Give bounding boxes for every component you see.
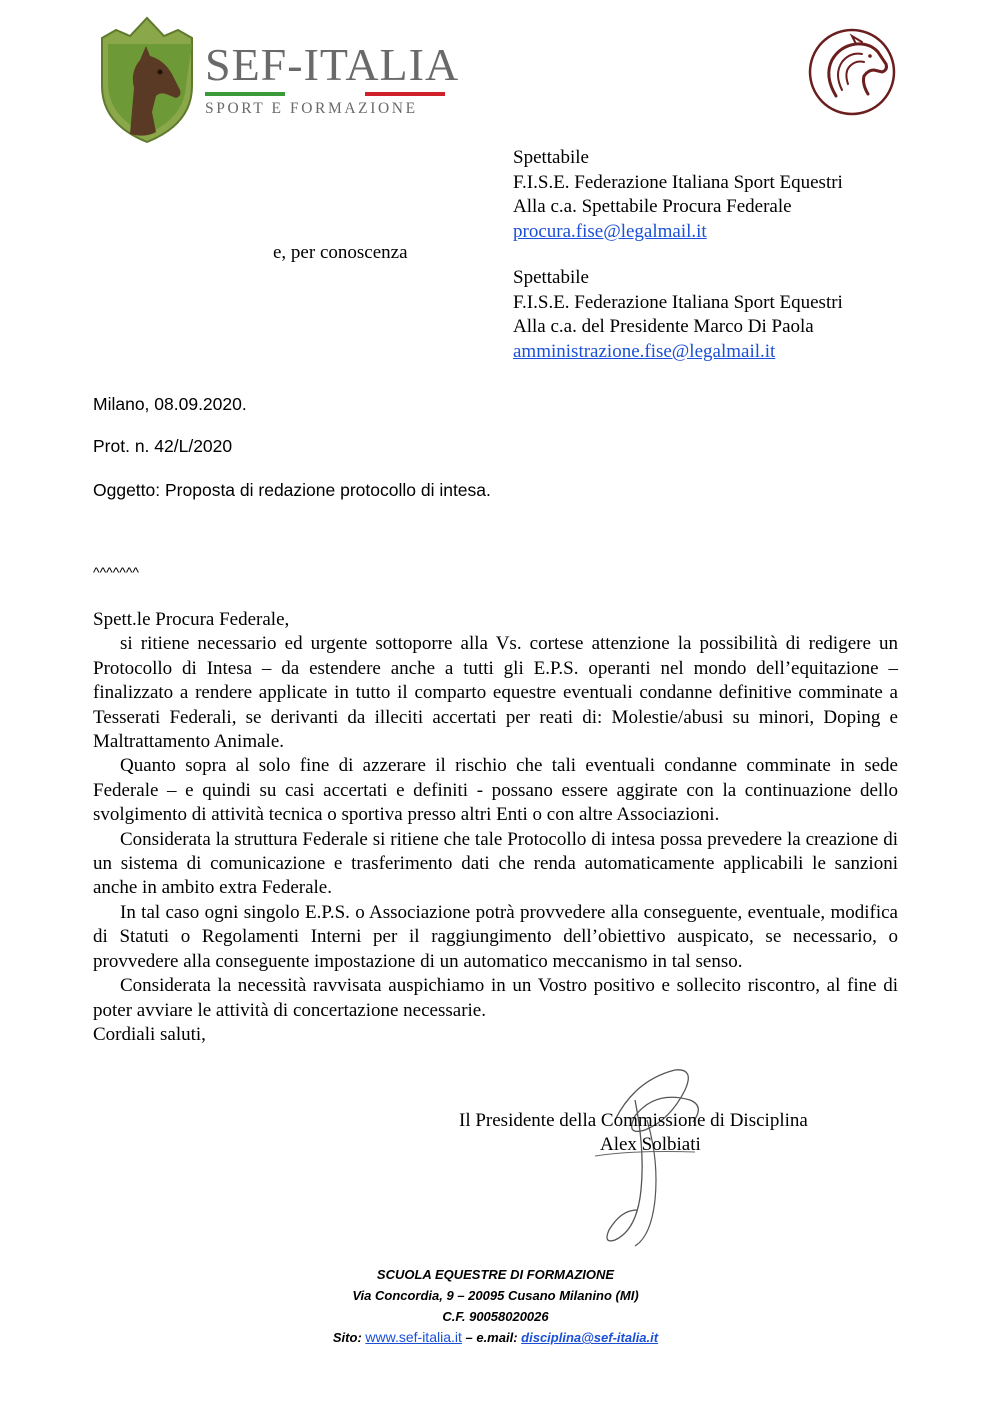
italian-flag-stripe [205, 92, 445, 96]
signatory-title: Il Presidente della Commissione di Disciplina [459, 1110, 808, 1131]
cc-label: e, per conoscenza [273, 242, 408, 263]
protocol-number: Prot. n. 42/L/2020 [93, 436, 233, 456]
body-paragraph: In tal caso ogni singolo E.P.S. o Associazione potrà provvedere alla conseguente, eventuale, modifica di Statuti o Regolamenti Interni per il raggiungimento dell’obiettivo auspicato, se necessario, o provvedere alla conseguente impostazione di un automatico meccanismo in tal senso. [93, 901, 898, 972]
footer-site-label: Sito: [332, 1330, 362, 1345]
recipient-attention: Alla c.a. Spettabile Procura Federale [513, 196, 792, 217]
body-paragraph: Considerata la struttura Federale si ritiene che tale Protocollo di intesa possa prevedere la creazione di un sistema di comunicazione e trasferimento dati che renda automaticamente applicabili le sanzioni anche in ambito extra Federale. [93, 828, 898, 899]
secondary-recipient-block [513, 266, 843, 364]
primary-recipient-block [513, 146, 843, 244]
body-paragraph: Considerata la necessità ravvisata auspichiamo in un Vostro positivo e sollecito riscontro, al fine di poter avviare le attività di concertazione necessarie. [93, 975, 898, 1021]
greeting: Spett.le Procura Federale, [93, 609, 290, 630]
logo-wordmark [205, 39, 460, 90]
flag-green [205, 92, 285, 96]
closing: Cordiali saluti, [93, 1023, 206, 1045]
separator-marks: ^^^^^^^ [93, 564, 139, 580]
letter-body [93, 608, 898, 1047]
flag-white [285, 92, 365, 96]
recipient-email-link[interactable]: procura.fise@legalmail.it [513, 220, 707, 242]
footer-email-link[interactable]: disciplina@sef-italia.it [521, 1330, 659, 1345]
body-paragraph: si ritiene necessario ed urgente sottoporre alla Vs. cortese attenzione la possibilità di redigere un Protocollo di Intesa – da estendere anche a tutti gli E.P.S. operanti nel mondo dell’equitazione – finalizzato a rendere applicate in tutto il comparto equestre eventuali condanne definitive comminate a Tesserati Federali, se derivanti da illeciti accertati per reati di: Molestie/abusi su minori, Doping e Maltrattamento Animale. [93, 633, 898, 753]
letter-subject: Oggetto: Proposta di redazione protocollo di intesa. [93, 480, 491, 500]
horse-head-logo-icon [806, 26, 898, 118]
recipient-attention: Alla c.a. del Presidente Marco Di Paola [513, 316, 814, 337]
recipient-email-link[interactable]: amministrazione.fise@legalmail.it [513, 340, 776, 362]
footer-cf: C.F. 90058020026 [442, 1309, 549, 1324]
recipient-salutation: Spettabile [513, 147, 589, 168]
footer-org: SCUOLA EQUESTRE DI FORMAZIONE [376, 1267, 615, 1282]
recipient-org: F.I.S.E. Federazione Italiana Sport Equestri [513, 171, 843, 193]
logo-subtitle: SPORT E FORMAZIONE [205, 100, 418, 117]
footer-address: Via Concordia, 9 – 20095 Cusano Milanino (MI) [352, 1288, 639, 1303]
footer-email-label: – e.mail: [465, 1330, 518, 1345]
flag-red [365, 92, 445, 96]
letter-date: Milano, 08.09.2020. [93, 394, 247, 414]
sef-italia-shield-logo [100, 16, 194, 144]
body-paragraph: Quanto sopra al solo fine di azzerare il rischio che tali eventuali condanne comminate in sede Federale – e quindi su casi accertati e definiti - possano essere aggirate con la continuazione dello svolgimento di attività tecnica o sportiva presso altri Enti o con altre Associazioni. [93, 755, 898, 826]
signatory-name: Alex Solbiati [600, 1134, 701, 1155]
footer [0, 1264, 991, 1348]
recipient-org: F.I.S.E. Federazione Italiana Sport Equestri [513, 291, 843, 313]
logo-title: SEF-ITALIA [205, 39, 460, 90]
recipient-salutation: Spettabile [513, 267, 589, 288]
footer-contacts [0, 1327, 991, 1348]
footer-site-link[interactable]: www.sef-italia.it [365, 1329, 462, 1345]
